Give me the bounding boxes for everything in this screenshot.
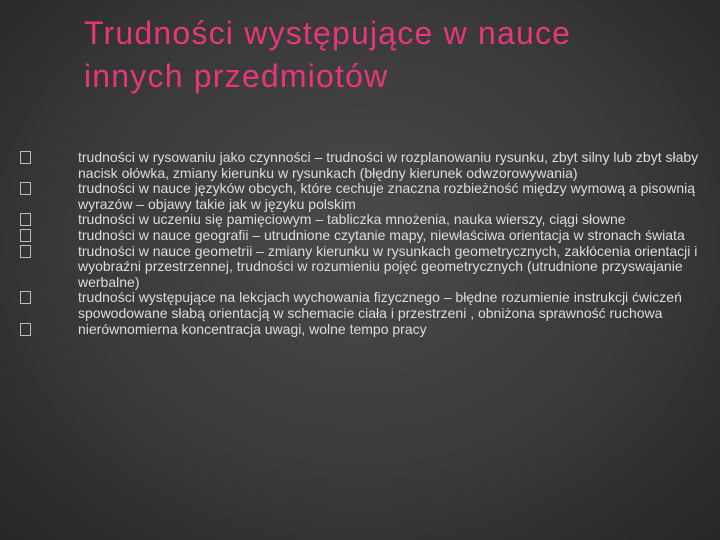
bullet-item-jezyki-obce — [78, 181, 703, 212]
bullet-item-geografia — [78, 228, 703, 244]
bullet-text: trudności w uczeniu się pamięciowym – tabliczka mnożenia, nauka wierszy, ciągi słowne — [78, 211, 626, 228]
bullet-text: nierównomierna koncentracja uwagi, wolne tempo pracy — [78, 320, 427, 337]
slide-title-line-2: innych przedmiotów — [84, 58, 389, 94]
bullet-text: trudności w nauce geografii – utrudnione czytanie mapy, niewłaściwa orientacja w stronach świata — [78, 226, 685, 243]
bullet-item-geometria — [78, 244, 703, 291]
slide-title-line-1: Trudności występujące w nauce — [84, 15, 572, 51]
missing-glyph-box-icon — [20, 291, 31, 304]
bullet-list — [78, 150, 703, 337]
bullet-text: trudności w nauce języków obcych, które cechuje znaczna rozbieżność między wymową a pisownią wyrazów – objawy takie jak w języku polskim — [78, 180, 696, 212]
missing-glyph-box-icon — [20, 229, 31, 242]
missing-glyph-box-icon — [20, 151, 31, 164]
bullet-item-rysowanie — [78, 150, 703, 181]
missing-glyph-box-icon — [20, 182, 31, 195]
bullet-text: trudności w nauce geometrii – zmiany kierunku w rysunkach geometrycznych, zakłócenia orientacji i wyobraźni przestrzennej, trudności w rozumieniu pojęć geometrycznych (utrudnione przyswajanie werbalne) — [78, 242, 698, 290]
bullet-text: trudności w rysowaniu jako czynności – trudności w rozplanowaniu rysunku, zbyt silny lub zbyt słaby nacisk ołówka, zmiany kierunku w rysunkach (błędny kierunek odwzorowywania) — [78, 149, 699, 181]
bullet-item-uczenie-pamieciowe — [78, 212, 703, 228]
bullet-text: trudności występujące na lekcjach wychowania fizycznego – błędne rozumienie instrukcji ćwiczeń spowodowane słabą orientacją w schemacie ciała i przestrzeni , obniżona sprawność ruchowa — [78, 289, 682, 321]
missing-glyph-box-icon — [20, 245, 31, 258]
missing-glyph-box-icon — [20, 213, 31, 226]
bullet-item-wychowanie-fizyczne — [78, 290, 703, 321]
slide-title — [84, 12, 694, 98]
missing-glyph-box-icon — [20, 323, 31, 336]
bullet-item-koncentracja — [78, 322, 703, 338]
